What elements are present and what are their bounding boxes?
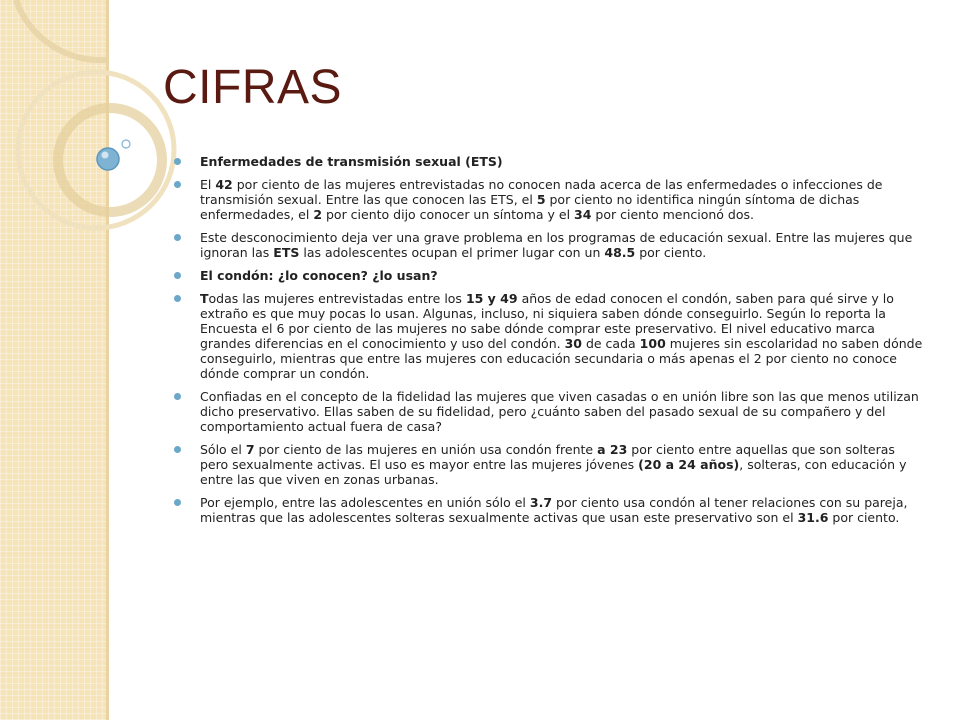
bold-figure: 5 (536, 192, 546, 207)
bold-figure: 100 (639, 336, 666, 351)
bold-figure: 3.7 (529, 495, 553, 510)
text-run: las adolescentes ocupan el primer lugar con un (299, 245, 605, 260)
text-run: por ciento mencionó dos. (591, 207, 754, 222)
top-arc (16, 0, 106, 60)
text-run: por ciento dijo conocer un síntoma y el (322, 207, 575, 222)
bold-figure: ETS (273, 245, 300, 260)
text-run: por ciento usa condón al tener relaciones con su pareja, mientras que las adolescentes solteras sexualmente activas que usan este preservativo son el (200, 495, 908, 525)
section-heading: Enfermedades de transmisión sexual (ETS) (174, 154, 926, 169)
text-run: mujeres sin escolaridad no saben dónde conseguirlo, mientras que entre las mujeres con educación secundaria o más apenas el 2 por ciento no conoce dónde comprar un condón. (200, 336, 923, 381)
large-ring (18, 72, 174, 228)
bold-figure: 30 (564, 336, 582, 351)
bullet-paragraph (174, 177, 926, 222)
slide-title: CIFRAS (163, 61, 343, 114)
text-run: por ciento de las mujeres entrevistadas no conocen nada acerca de las enfermedades o infecciones de transmisión sexual. Entre las que conocen las ETS, el (200, 177, 883, 207)
bullet-paragraph (174, 291, 926, 381)
text-run: Este desconocimiento deja ver una grave problema en los programas de educación sexual. Entre las mujeres que ignoran las (200, 230, 913, 260)
text-run: El (200, 177, 216, 192)
bullet-paragraph (174, 389, 926, 434)
bold-figure: 7 (245, 442, 255, 457)
bullet-paragraph (174, 230, 926, 260)
text-run: por ciento entre aquellas que son solteras pero sexualmente activas. El uso es mayor entre las mujeres jóvenes (200, 442, 895, 472)
bold-figure: 42 (215, 177, 233, 192)
blue-dot (97, 148, 119, 170)
bold-figure: (20 a 24 años) (638, 457, 740, 472)
bold-figure: 31.6 (797, 510, 829, 525)
bold-figure: 34 (574, 207, 592, 222)
bold-figure: a 23 (597, 442, 628, 457)
text-run: odas las mujeres entrevistadas entre los (208, 291, 466, 306)
blue-dot-highlight (102, 152, 109, 159)
text-run: por ciento no identifica ningún síntoma de dichas enfermedades, el (200, 192, 860, 222)
text-run: años de edad conocen el condón, saben para qué sirve y lo extraño es que muy pocas lo usan. Algunas, incluso, ni siquiera saben dónde conseguirlo. Según lo reporta la Encuesta el 6 por ciento de las mujeres no sabe dónde comprar este preservativo. El nivel educativo marca grandes diferencias en el conocimiento y uso del condón. (200, 291, 894, 351)
bold-figure: T (200, 291, 209, 306)
text-run: de cada (581, 336, 640, 351)
text-run: , solteras, con educación y entre las que viven en zonas urbanas. (200, 457, 907, 487)
text-run: Por ejemplo, entre las adolescentes en unión sólo el (200, 495, 530, 510)
bold-figure: 2 (313, 207, 323, 222)
text-run: por ciento. (635, 245, 707, 260)
bullet-paragraph (174, 495, 926, 525)
section-heading: El condón: ¿lo conocen? ¿lo usan? (174, 268, 926, 283)
text-run: por ciento. (828, 510, 900, 525)
bullet-list (174, 154, 926, 533)
text-run: Sólo el (200, 442, 246, 457)
bold-figure: 48.5 (604, 245, 636, 260)
text-run: Confiadas en el concepto de la fidelidad las mujeres que viven casadas o en unión libre son las que menos utilizan dicho preservativo. Ellas saben de su fidelidad, pero ¿cuánto saben del pasado sexual de su compañero y del comportamiento actual fuera de casa? (200, 389, 919, 434)
bullet-paragraph (174, 442, 926, 487)
text-run: por ciento de las mujeres en unión usa condón frente (254, 442, 598, 457)
small-dot (122, 140, 130, 148)
decorative-circles (0, 0, 200, 250)
bold-figure: 15 y 49 (465, 291, 518, 306)
